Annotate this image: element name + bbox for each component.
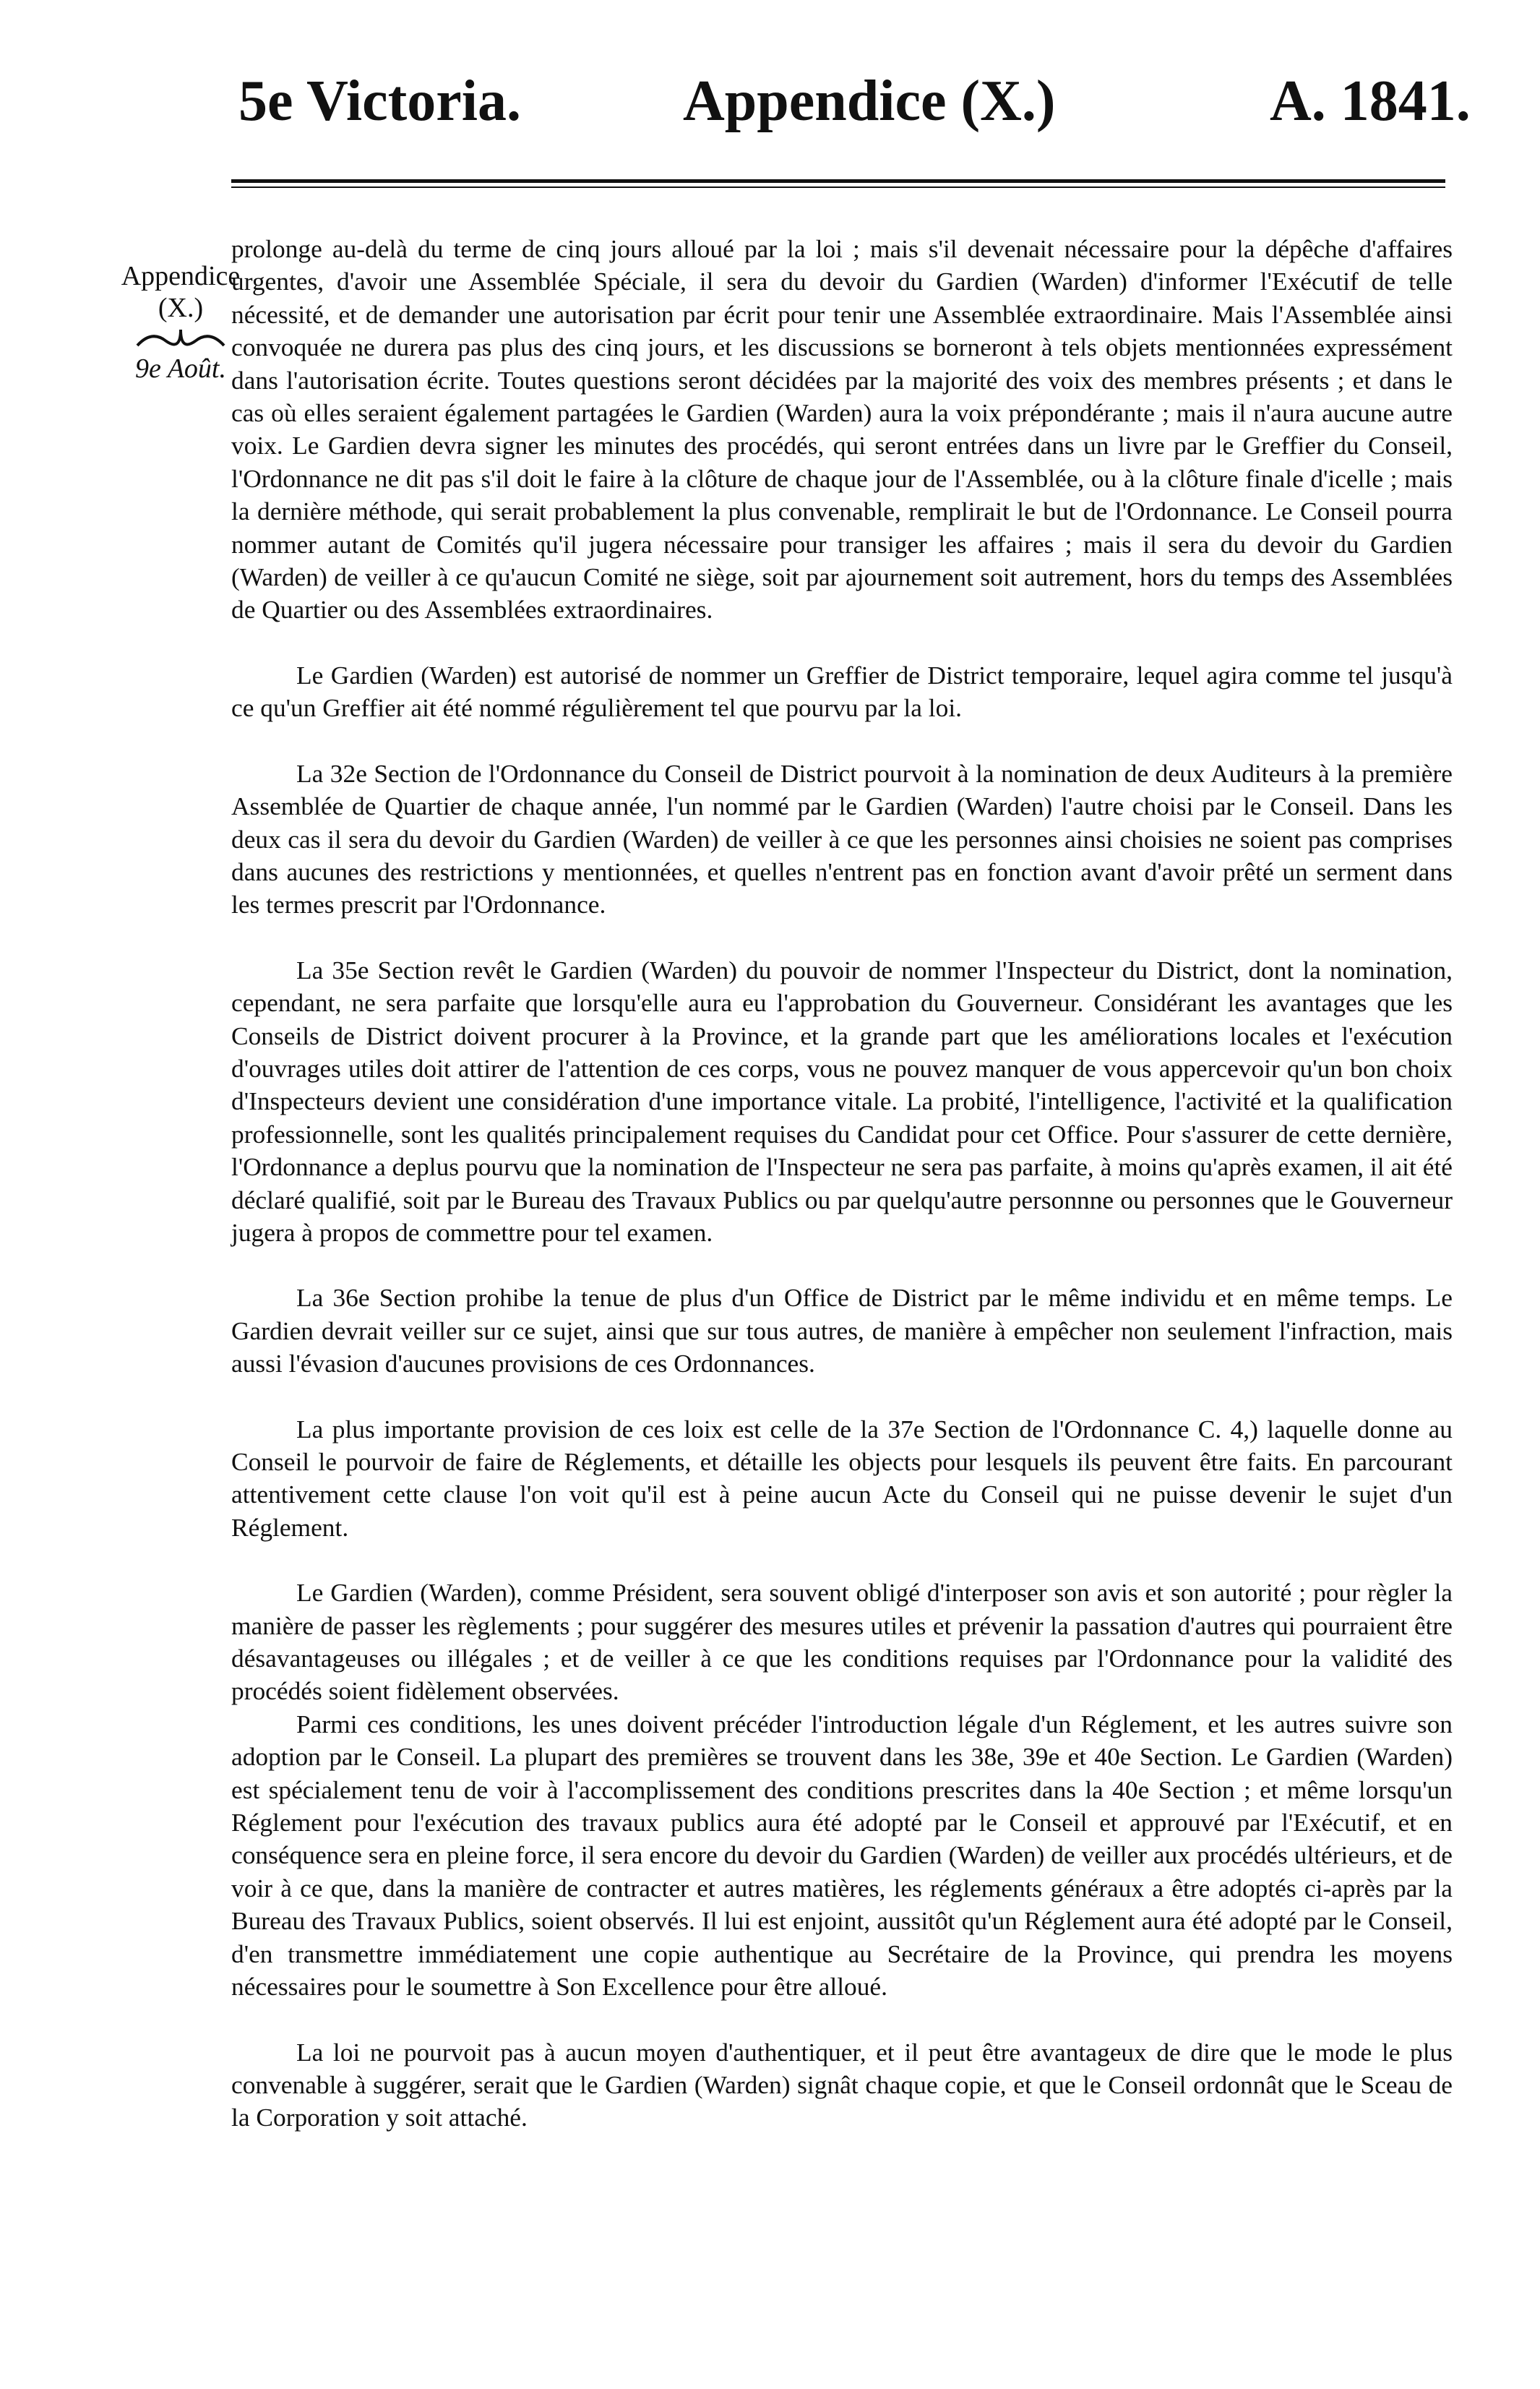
body-text	[231, 233, 1453, 2135]
margin-note-date: 9e Août.	[135, 353, 226, 384]
header-regnal-year: 5e Victoria.	[238, 69, 521, 133]
paragraph-section-35: La 35e Section revêt le Gardien (Warden) du pouvoir de nommer l'Inspecteur du District, dont la nomination, cependant, ne sera parfaite que lorsqu'elle aura eu l'approbation du Gouverneur. Considérant les avantages que les Conseils de District doivent procurer à la Province, et la grande part que les améliorations locales et l'exécution d'ouvrages utiles doit attirer de l'attention de ces corps, vous ne pouvez manquer de vous appercevoir qu'un bon choix d'Inspecteurs devient une considération d'une importance vitale. La probité, l'intelligence, l'activité et la qualification professionnelle, sont les qualités principalement requises du Candidat pour cet Office. Pour s'assurer de cette dernière, l'Ordonnance a deplus pourvu que la nomination de l'Inspecteur ne sera pas parfaite, à moins qu'après examen, il ait été déclaré qualifié, soit par le Bureau des Travaux Publics ou par quelqu'autre personnne ou personnes que le Gouverneur jugera à propos de commettre pour tel examen.	[231, 955, 1453, 1247]
header-rule-thin	[231, 186, 1445, 188]
margin-note-letter: (X.)	[158, 293, 204, 323]
running-header	[0, 61, 1540, 141]
paragraph-section-32: La 32e Section de l'Ordonnance du Conseil de District pourvoit à la nomination de deux Auditeurs à la première Assemblée de Quartier de chaque année, l'un nommé par le Gardien (Warden) l'autre choisi par le Conseil. Dans les deux cas il sera du devoir du Gardien (Warden) de veiller à ce que les personnes ainsi choisies ne soient pas comprises dans aucunes des restrictions y mentionnées, et quelles n'entrent pas en fonction avant d'avoir prêté un serment dans les termes prescrit par l'Ordonnance.	[231, 758, 1453, 919]
paragraph-authentication: La loi ne pourvoit pas à aucun moyen d'authentiquer, et il peut être avantageux de dire que le mode le plus convenable à suggérer, serait que le Gardien (Warden) signât chaque copie, et que le Conseil ordonnât que le Sceau de la Corporation y soit attaché.	[231, 2037, 1453, 2132]
paragraph-section-37: La plus importante provision de ces loix est celle de la 37e Section de l'Ordonnance C. 4,) laquelle donne au Conseil le pourvoir de faire de Réglements, et détaille les objects pour lesquels ils peuvent être faits. En parcourant attentivement cette clause l'on voit qu'il est à peine aucun Acte du Conseil qui ne puisse devenir le sujet d'un Réglement.	[231, 1414, 1453, 1542]
header-year: A. 1841.	[1270, 69, 1471, 133]
header-appendix-title: Appendice (X.)	[683, 69, 1056, 133]
paragraph-conditions: Parmi ces conditions, les unes doivent précéder l'introduction légale d'un Réglement, et les autres suivre son adoption par le Conseil. La plupart des premières se trouvent dans les 38e, 39e et 40e Section. Le Gardien (Warden) est spécialement tenu de voir à l'accomplissement des conditions prescrites dans la 40e Section ; et même lorsqu'un Réglement pour l'exécution des travaux publics aura été adopté par le Conseil et approuvé par l'Exécutif, et en conséquence sera en pleine force, il sera encore du devoir du Gardien (Warden) de veiller aux procédés ultérieurs, et de voir à ce que, dans la manière de contracter et autres matières, les réglements généraux a être adoptés ci-après par la Bureau des Travaux Publics, soient observés. Il lui est enjoint, aussitôt qu'un Réglement aura été adopté par le Conseil, d'en transmettre immédiatement une copie authentique au Secrétaire de la Province, qui prendra les moyens nécessaires pour le soumettre à Son Excellence pour être alloué.	[231, 1709, 1453, 2002]
margin-note-appendix: Appendice	[121, 261, 241, 291]
paragraph-greffier: Le Gardien (Warden) est autorisé de nommer un Greffier de District temporaire, lequel agira comme tel jusqu'à ce qu'un Greffier ait été nommé régulièrement tel que pourvu par la loi.	[231, 660, 1453, 723]
paragraph-section-36: La 36e Section prohibe la tenue de plus d'un Office de District par le même individu et en même temps. Le Gardien devrait veiller sur ce sujet, ainsi que sur tous autres, de manière à empêcher non seulement l'infraction, mais aussi l'évasion d'aucunes provisions de ces Ordonnances.	[231, 1283, 1453, 1378]
paragraph-president: Le Gardien (Warden), comme Président, sera souvent obligé d'interposer son avis et son autorité ; pour règler la manière de passer les règlements ; pour suggérer des mesures utiles et prévenir la passation d'autres qui pourraient être désavantageuses ou illégales ; et de veiller à ce que les conditions requises par l'Ordonnance pour la validité des procédés soient fidèlement observées.	[231, 1578, 1453, 1706]
header-rule-thick	[231, 179, 1445, 183]
paragraph-continuation: prolonge au-delà du terme de cinq jours alloué par la loi ; mais s'il devenait nécessaire pour la dépêche d'affaires urgentes, d'avoir une Assemblée Spéciale, il sera du devoir du Gardien (Warden) d'informer l'Exécutif de telle nécessité, et de demander une autorisation par écrit pour tenir une Assemblée extraordinaire. Mais l'Assemblée ainsi convoquée ne durera pas plus des cinq jours, et les discussions se borneront à tels objets mentionnées expressément dans l'autorisation écrite. Toutes questions seront décidées par la majorité des voix des membres présents ; et dans le cas où elles seraient également partagées le Gardien (Warden) aura la voix prépondérante ; mais il n'aura aucune autre voix. Le Gardien devra signer les minutes des procédés, qui seront entrées dans un livre par le Greffier du Conseil, l'Ordonnance ne dit pas s'il doit le faire à la clôture de chaque jour de l'Assemblée, ou à la clôture finale d'icelle ; mais la dernière méthode, qui serait probablement la plus convenable, remplirait le but de l'Ordonnance. Le Conseil pourra nommer autant de Comités qu'il jugera nécessaire pour transiger les affaires ; mais il sera du devoir du Gardien (Warden) de veiller à ce qu'aucun Comité ne siège, soit par ajournement soit autrement, hors du temps des Assemblées de Quartier ou des Assemblées extraordinaires.	[231, 234, 1453, 625]
